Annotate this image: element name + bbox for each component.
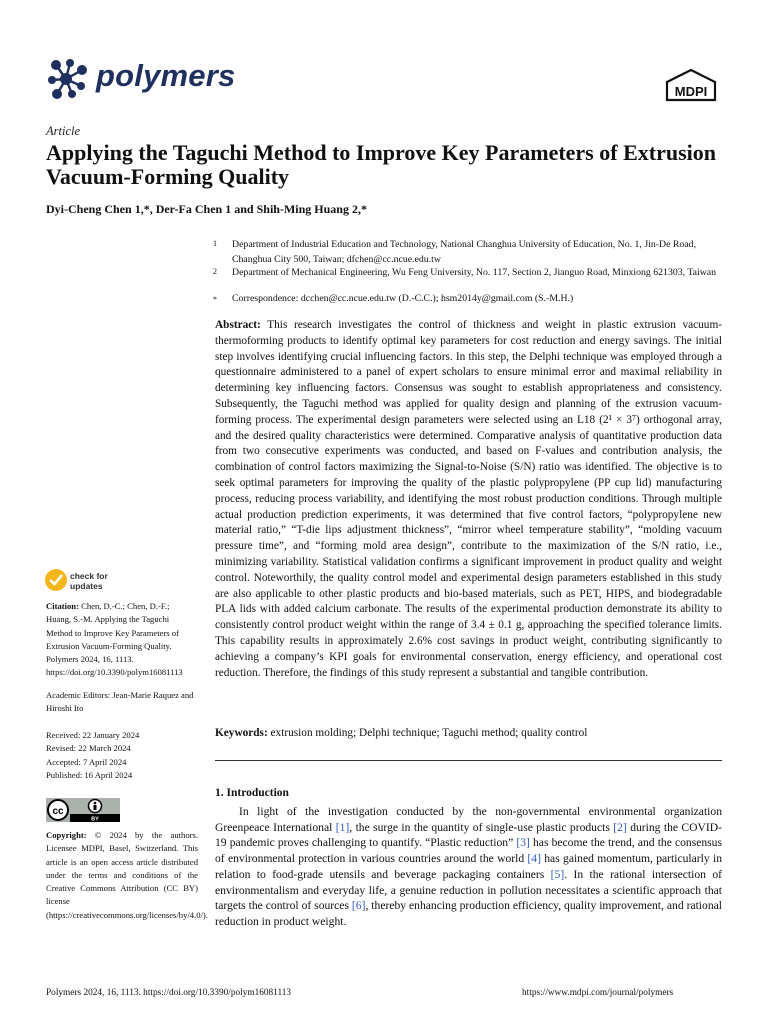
author-list: Dyi-Cheng Chen 1,*, Der-Fa Chen 1 and Shih-Ming Huang 2,* <box>46 202 367 216</box>
section-divider <box>215 760 722 761</box>
citation-label: Citation: <box>46 601 79 611</box>
article-title: Applying the Taguchi Method to Improve Key Parameters of Extrusion Vacuum-Forming Quality <box>46 140 716 189</box>
footer-citation: Polymers 2024, 16, 1113. https://doi.org/10.3390/polym16081113 <box>46 988 292 998</box>
cc-by-license-icon[interactable] <box>46 798 120 822</box>
citation-block <box>46 600 196 680</box>
check-for-updates-label[interactable]: check for updates <box>70 571 108 591</box>
article-type: Article <box>46 124 81 138</box>
academic-editors: Academic Editors: Jean-Marie Raquez and Hiroshi Ito <box>46 690 194 714</box>
keywords <box>215 727 722 739</box>
svg-text:BY: BY <box>91 816 99 822</box>
citation-link[interactable]: [2] <box>613 820 627 834</box>
svg-text:cc: cc <box>52 806 64 817</box>
affiliation-1: Department of Industrial Education and Technology, National Changhua University of Education, No. 1, Jin-De Road, Changhua City 500, Taiwan; dfchen@cc.ncue.edu.tw <box>232 239 697 265</box>
citation-link[interactable]: [6] <box>351 899 366 913</box>
introduction-paragraph: In light of the investigation conducted by the non-governmental environmental organization Greenpeace International [1], the surge in the quantity of single-use plastic products [2] during the COVID-19 pandemic proves challenging to quantify. “Plastic reduction” [3] has become the trend, and the consensus of environmental protection in various countries around the world [4] has gained momentum, particularly in relation to food-grade utensils and beverage packaging containers [5]. In the rational intersection of environmentalism and everyday life, a genuine reduction in pollution necessitates a scientific approach that targets the control of sources [6], thereby enhancing production efficiency, quality improvement, and rational reduction in product weight. <box>215 805 722 928</box>
revised-date: Revised: 22 March 2024 <box>46 743 131 754</box>
publisher-name: MDPI <box>674 84 708 99</box>
accepted-date: Accepted: 7 April 2024 <box>46 756 127 767</box>
footer-journal-link[interactable]: https://www.mdpi.com/journal/polymers <box>522 988 674 998</box>
copyright-label: Copyright: <box>46 830 87 840</box>
journal-logo-icon <box>44 56 90 102</box>
journal-name: polymers <box>96 58 236 93</box>
abstract-label: Abstract: <box>215 319 261 331</box>
copyright-text: © 2024 by the authors. Licensee MDPI, Basel, Switzerland. This article is an open access article distributed under the terms and conditions of the Creative Commons Attribution (CC BY) license (https://creativecommons.org/licenses/by/4.0/). <box>46 830 208 920</box>
keywords-text: extrusion molding; Delphi technique; Taguchi method; quality control <box>270 727 588 739</box>
published-date: Published: 16 April 2024 <box>46 769 133 780</box>
affiliation-list <box>0 237 768 307</box>
copyright-block <box>46 829 208 922</box>
affiliation-mark: * <box>213 295 217 304</box>
check-for-updates-icon[interactable] <box>44 568 68 592</box>
citation-link[interactable]: [1] <box>335 820 350 834</box>
correspondence: Correspondence: dcchen@cc.ncue.edu.tw (D.-C.C.); hsm2014y@gmail.com (S.-M.H.) <box>232 293 574 304</box>
received-date: Received: 22 January 2024 <box>46 730 140 740</box>
citation-link[interactable]: [3] <box>516 836 530 850</box>
keywords-label: Keywords: <box>215 727 268 739</box>
article-dates <box>46 729 196 782</box>
affiliation-mark: 2 <box>213 267 217 276</box>
section-heading: 1. Introduction <box>215 787 289 799</box>
abstract <box>215 318 722 681</box>
affiliation-2: Department of Mechanical Engineering, Wu Feng University, No. 117, Section 2, Jianguo Road, Minxiong 621303, Taiwan <box>232 267 717 278</box>
publisher-logo-icon <box>663 68 719 104</box>
abstract-text: This research investigates the control of thickness and weight in plastic extrusion vacuum-thermoforming products to identify optimal key parameters for cost reduction and energy savings. The initial step involves identifying crucial influencing factors. In this step, the Delphi technique was employed through a questionnaire administered to a panel of expert scholars to ensure minimal error and maximal reliability in determining key influencing factors. Consensus was sought to establish appropriateness and consistency. Subsequently, the Taguchi method was applied for quality design and planning of the extrusion vacuum-forming process. The experimental design parameters were selected using an L18 (2¹ × 3⁷) orthogonal array, and the desired quality characteristics were determined. Comparative analysis of quantitative production data from two consecutive experiments was conducted, and based on F-values and contribution analysis, the combination of control factors maximizing the Signal-to-Noise (S/N) ratio was identified. The objective is to seek optimal parameters for improving the quality of the plastic polypropylene (PP cup lid) manufacturing process, reducing process variability, and identifying the most robust production conditions. Through multiple actual production prediction experiments, it was determined that five control factors, “polypropylene new material ratio,” “T-die lips adjustment thickness”, “mirror wheel temperature stability”, “molding vacuum pressure time”, and “forming mold area design”, contribute to the maximization of the S/N ratio, i.e., minimizing variability. Statistical validation confirms a significant improvement in product quality and weight control. Noteworthily, the quality control model and experimental design parameters established in this study are also applicable to other plastic products and bio-based materials, such as PET, HIPS, and biodegradable PLA lids with added calcium carbonate. The results of the experimental production demonstrate its ability to consistently control product weight within the range of 3.4 ± 0.1 g, approaching the specified tolerance limits. This capability results in approximately 2.6% cost savings in product weight, contributing significantly to achieving a company’s KPI goals for environmental conservation, energy efficiency, and operational cost reduction. Therefore, the findings of this study represent a substantial and tangible contribution. <box>215 319 723 679</box>
citation-link[interactable]: [4] <box>527 852 541 866</box>
affiliation-mark: 1 <box>213 239 217 248</box>
citation-link[interactable]: [5] <box>550 867 565 881</box>
citation-text: Chen, D.-C.; Chen, D.-F.; Huang, S.-M. Applying the Taguchi Method to Improve Key Parameters of Extrusion Vacuum-Forming Quality. Polymers 2024, 16, 1113. https://doi.org/10.3390/polym16081113 <box>46 601 183 678</box>
